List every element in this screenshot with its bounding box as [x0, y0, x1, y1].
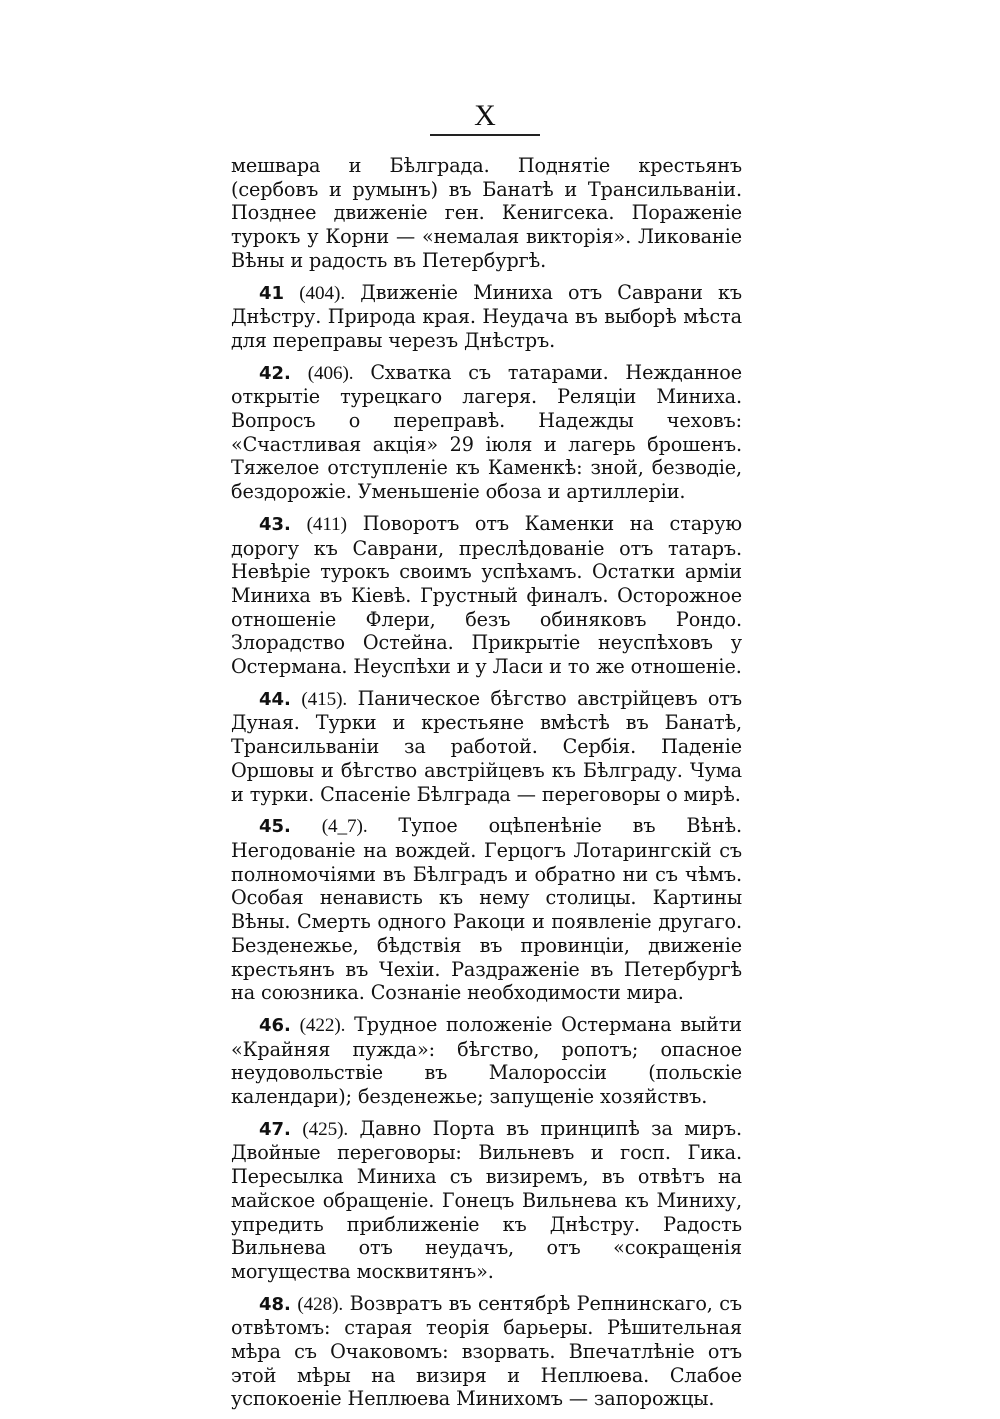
entry-number: 43. [259, 513, 291, 535]
entry-44 [231, 687, 742, 807]
entry-45 [231, 814, 742, 1005]
entry-number: 44. [259, 688, 291, 710]
entry-text: Тупое оцѣпенѣніе въ Вѣнѣ. Негодованіе на вождей. Герцогъ Лотарингскій съ полномочіями въ Бѣлградъ и обратно ни съ чѣмъ. Особая ненависть къ нему столицы. Картины Вѣны. Смерть одного Ракоци и появленіе другаго. Безденежье, бѣдствія въ провинціи, движеніе крестьянъ въ Чехіи. Раздраженіе въ Петербургѣ на союзника. Сознаніе необходимости мира. [231, 814, 742, 1005]
paragraph-text: мешвара и Бѣлграда. Поднятіе крестьянъ (сербовъ и румынъ) въ Банатѣ и Трансильваніи. Позднее движеніе ген. Кенигсека. Пораженіе турокъ у Корни — «немалая викторія». Ликованіе Вѣны и радость въ Петербургѣ. [231, 154, 742, 272]
entry-42 [231, 361, 742, 504]
entry-43 [231, 512, 742, 679]
entry-41 [231, 281, 742, 353]
entry-text: Паническое бѣгство австрійцевъ отъ Дуная. Турки и крестьяне вмѣстѣ въ Банатѣ, Трансильваніи за работой. Сербія. Паденіе Оршовы и бѣгство австрійцевъ къ Бѣлграду. Чума и турки. Спасеніе Бѣлграда — переговоры о мирѣ. [231, 686, 743, 806]
page-reference: (406). [307, 362, 354, 384]
entry-number: 41 [259, 282, 285, 304]
entry-number: 47. [259, 1118, 291, 1140]
page-reference: (411) [306, 513, 347, 535]
entry-text: Давно Порта въ принципѣ за миръ. Двойные переговоры: Вильневъ и госп. Гика. Пересылка Миниха съ визиремъ, въ отвѣтъ на майское обращеніе. Гонецъ Вильнева къ Миниху, упредить приближеніе къ Днѣстру. Радость Вильнева отъ неудачъ, отъ «сокращенія могущества москвитянъ». [231, 1116, 743, 1283]
entry-47 [231, 1117, 742, 1284]
entry-number: 45. [259, 816, 291, 838]
page-number: X [474, 99, 496, 132]
page-reference: (425). [302, 1118, 349, 1140]
entry-text: Схватка съ татарами. Нежданное открытіе турецкаго лагеря. Реляціи Миниха. Вопросъ о переправѣ. Надежды чеховъ: «Счастливая акція» 29 іюля и лагерь брошенъ. Тяжелое отступленіе къ Каменкѣ: зной, безводіе, бездорожіе. Уменьшеніе обоза и артиллеріи. [231, 360, 743, 504]
entry-text: Движеніе Миниха отъ Саврани къ Днѣстру. Природа края. Неудача въ выборѣ мѣста для переправы черезъ Днѣстръ. [231, 280, 742, 352]
entry-text: Поворотъ отъ Каменки на старую дорогу къ Саврани, преслѣдованіе отъ татаръ. Невѣріе турокъ своимъ успѣхамъ. Остатки арміи Миниха въ Кіевѣ. Грустный финалъ. Осторожное отношеніе Флери, безъ обиняковъ Рондо. Злорадство Остейна. Прикрытіе неуспѣховъ у Остермана. Неуспѣхи и у Ласи и то же отношеніе. [231, 511, 743, 679]
page-header [430, 100, 540, 136]
page-reference: (428). [297, 1293, 344, 1315]
page-reference: (404). [299, 282, 346, 304]
entry-text: Трудное положеніе Остермана выйти «Крайняя пужда»: бѣгство, ропотъ; опасное неудовольствіе въ Малороссіи (польскіе календари); безденежье; запущеніе хозяйствъ. [231, 1012, 742, 1109]
continued-paragraph [231, 154, 742, 273]
entry-number: 48. [259, 1293, 291, 1315]
entry-text: Возвратъ въ сентябрѣ Репнинскаго, съ отвѣтомъ: старая теорія барьеры. Рѣшительная мѣра съ Очаковомъ: взорвать. Впечатлѣніе отъ этой мѣры на визиря и Неплюева. Слабое успокоеніе Неплюева Минихомъ — запорожцы. [231, 1291, 742, 1411]
entry-number: 42. [259, 362, 291, 384]
entry-48 [231, 1292, 742, 1412]
page-reference: (4_7). [321, 816, 368, 838]
page-reference: (422). [299, 1014, 346, 1036]
entry-46 [231, 1013, 742, 1109]
entry-number: 46. [259, 1014, 291, 1036]
page-reference: (415). [301, 688, 348, 710]
text-column [231, 154, 742, 1419]
header-rule [430, 134, 540, 136]
